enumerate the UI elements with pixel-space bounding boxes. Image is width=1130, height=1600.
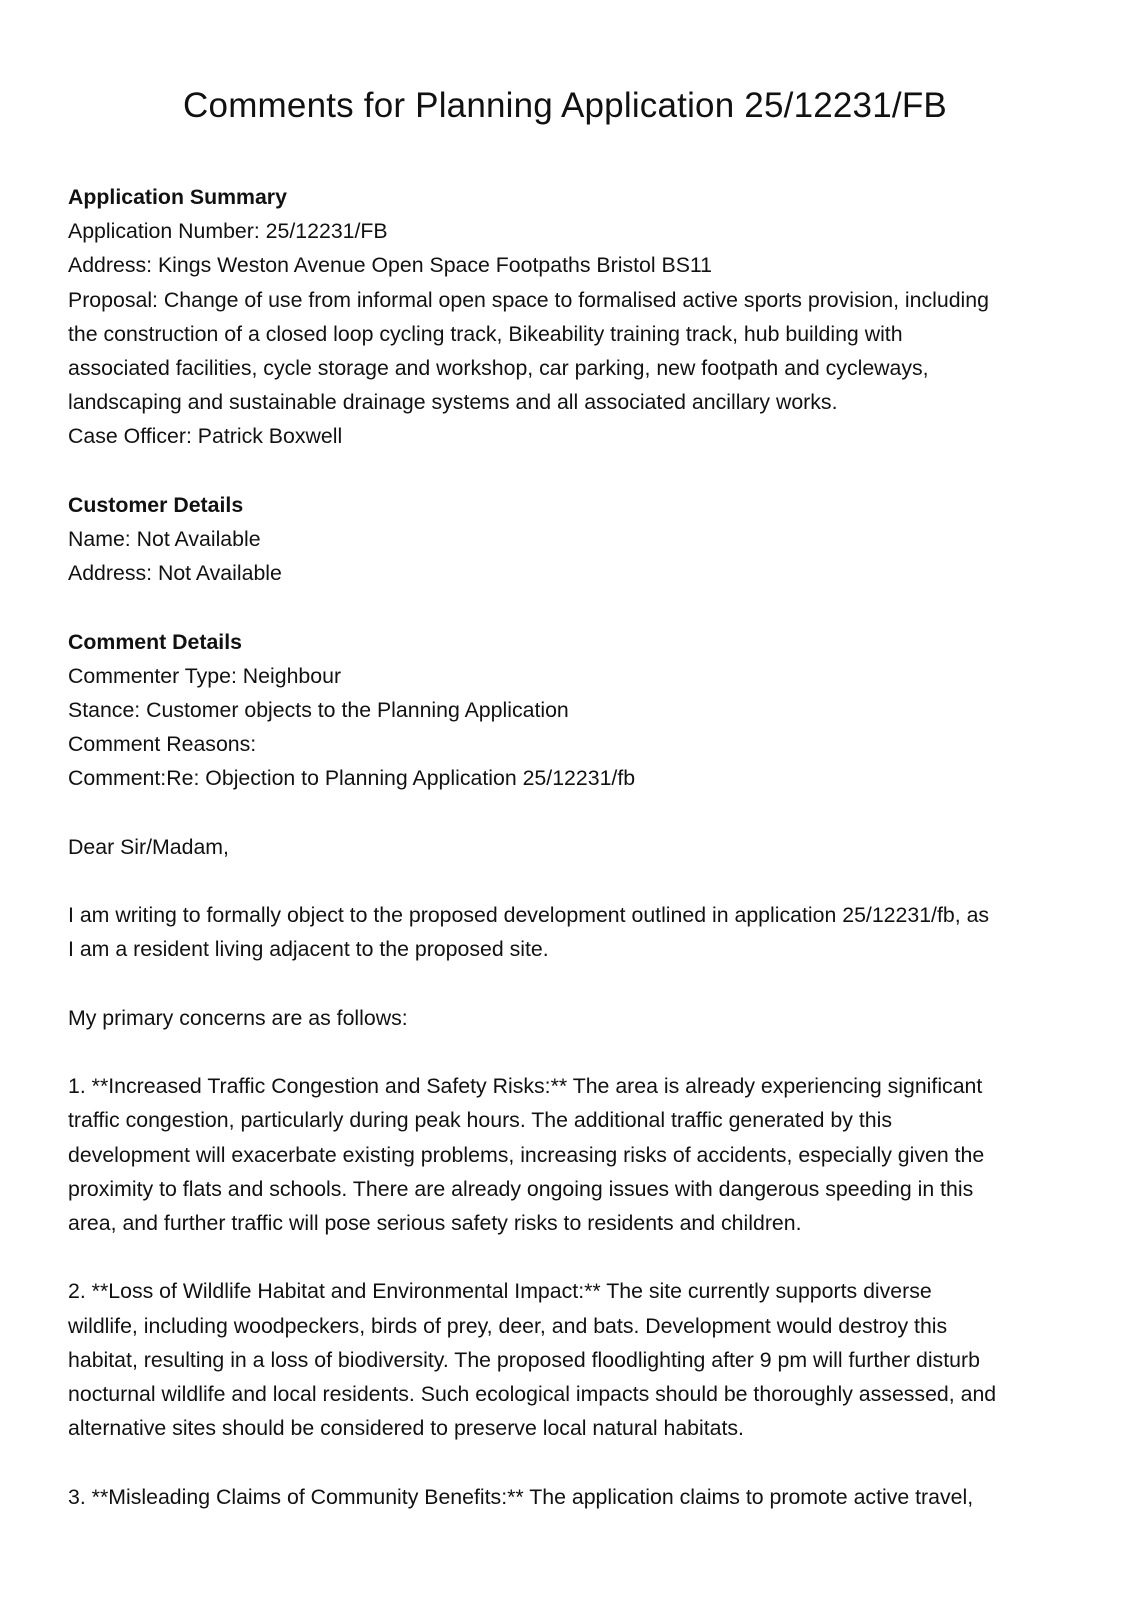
concern-line: 1. **Increased Traffic Congestion and Safety Risks:** The area is already experiencing significant [68,1074,983,1099]
spacer [68,967,1068,1001]
customer-details-section [68,488,1068,591]
proposal-line: Proposal: Change of use from informal open space to formalised active sports provision, including [68,287,989,312]
spacer [68,454,1068,488]
concern-point-3 [68,1480,1068,1514]
customer-name: Name: Not Available [68,527,261,552]
spacer [68,1240,1068,1274]
page-title: Comments for Planning Application 25/12231/FB [183,86,947,125]
concern-line: nocturnal wildlife and local residents. Such ecological impacts should be thoroughly assessed, and [68,1382,997,1406]
commenter-type: Commenter Type: Neighbour [68,663,342,688]
concern-line: habitat, resulting in a loss of biodiversity. The proposed floodlighting after 9 pm will further disturb [68,1347,980,1372]
comment-subject: Comment:Re: Objection to Planning Application 25/12231/fb [68,766,636,791]
case-officer: Case Officer: Patrick Boxwell [68,424,343,449]
intro-line: I am a resident living adjacent to the proposed site. [68,937,549,962]
intro-paragraph [68,898,1068,966]
spacer [68,1035,1068,1069]
concern-line: traffic congestion, particularly during peak hours. The additional traffic generated by this [68,1108,892,1133]
application-number: Application Number: 25/12231/FB [68,219,388,244]
customer-address: Address: Not Available [68,561,282,586]
concern-point-2 [68,1274,1068,1445]
application-summary-heading: Application Summary [68,185,287,209]
concern-line: wildlife, including woodpeckers, birds of prey, deer, and bats. Development would destroy this [68,1313,948,1338]
spacer [68,864,1068,898]
application-summary-section [68,180,1068,454]
comment-details-heading: Comment Details [68,629,242,654]
concern-point-1 [68,1069,1068,1240]
spacer [68,590,1068,624]
proposal-line: landscaping and sustainable drainage systems and all associated ancillary works. [68,390,838,415]
comment-details-section [68,625,1068,796]
application-address: Address: Kings Weston Avenue Open Space Footpaths Bristol BS11 [68,253,713,278]
spacer [68,1445,1068,1479]
stance: Stance: Customer objects to the Planning Application [68,698,569,723]
proposal-line: the construction of a closed loop cycling track, Bikeability training track, hub building with [68,321,903,346]
spacer [68,796,1068,830]
concerns-intro: My primary concerns are as follows: [68,1005,408,1030]
concern-line: 3. **Misleading Claims of Community Benefits:** The application claims to promote active travel, [68,1484,974,1509]
concern-line: proximity to flats and schools. There are already ongoing issues with dangerous speeding in this [68,1176,974,1201]
concern-line: development will exacerbate existing problems, increasing risks of accidents, especially given the [68,1142,985,1167]
concern-line: area, and further traffic will pose serious safety risks to residents and children. [68,1211,802,1235]
concern-line: 2. **Loss of Wildlife Habitat and Environmental Impact:** The site currently supports diverse [68,1279,932,1304]
intro-line: I am writing to formally object to the proposed development outlined in application 25/12231/fb, as [68,903,990,928]
document-body [68,180,1068,1514]
customer-details-heading: Customer Details [68,492,244,517]
proposal-line: associated facilities, cycle storage and workshop, car parking, new footpath and cycleways, [68,356,929,381]
comment-reasons: Comment Reasons: [68,732,257,757]
salutation: Dear Sir/Madam, [68,834,229,859]
concern-line: alternative sites should be considered to preserve local natural habitats. [68,1416,744,1441]
